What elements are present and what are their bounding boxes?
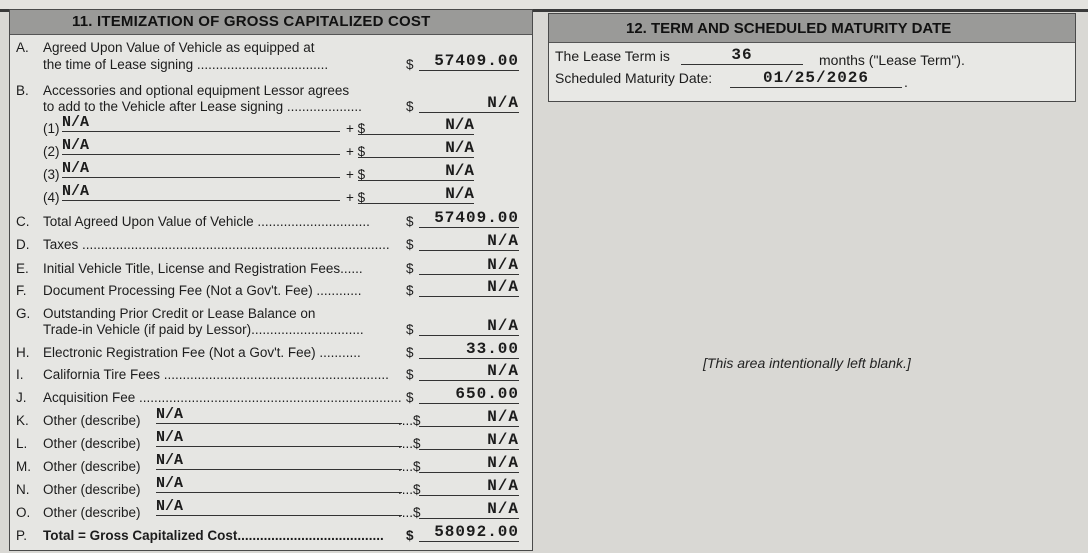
row-d-label: Taxes ..................................................................................: [43, 237, 390, 252]
row-b-label-2: to add to the Vehicle after Lease signing ....................: [43, 99, 362, 114]
row-i-amount: N/A: [419, 363, 519, 381]
item-description: N/A: [62, 184, 340, 201]
dollar-sign: $: [406, 367, 414, 382]
other-label: Other (describe): [43, 505, 141, 520]
other-amount: N/A: [419, 432, 519, 450]
other-description: N/A: [156, 430, 402, 447]
row-letter: I.: [16, 367, 24, 382]
maturity-label: Scheduled Maturity Date:: [555, 70, 713, 86]
row-c-label: Total Agreed Upon Value of Vehicle ..............................: [43, 214, 370, 229]
row-j-amount: 650.00: [419, 386, 519, 404]
item-number: (1): [43, 121, 60, 136]
dollar-sign: $: [406, 390, 414, 405]
plus-dollar: + $: [346, 121, 366, 136]
row-b-label-1: Accessories and optional equipment Lessor agrees: [43, 83, 350, 98]
section-11-title: 11. ITEMIZATION OF GROSS CAPITALIZED COST: [10, 10, 532, 35]
row-letter: F.: [16, 283, 27, 298]
row-letter: P.: [16, 528, 28, 543]
row-letter: M.: [16, 459, 31, 474]
dollar-sign: $: [406, 57, 414, 72]
row-p-amount: 58092.00: [419, 524, 519, 542]
row-letter: G.: [16, 306, 31, 321]
dollar-sign: ....$: [398, 459, 421, 474]
dollar-sign: $: [406, 283, 414, 298]
row-letter: J.: [16, 390, 27, 405]
item-description: N/A: [62, 115, 340, 132]
item-number: (4): [43, 190, 60, 205]
item-amount: N/A: [358, 163, 474, 181]
section-12-term: [548, 13, 1076, 102]
row-g-label-2: Trade-in Vehicle (if paid by Lessor)..............................: [43, 322, 364, 337]
plus-dollar: + $: [346, 190, 366, 205]
dollar-sign: $: [406, 99, 414, 114]
row-letter: B.: [16, 83, 29, 98]
row-a-amount: 57409.00: [419, 53, 519, 71]
other-amount: N/A: [419, 409, 519, 427]
maturity-date-value: 01/25/2026: [730, 70, 902, 88]
dollar-sign: ....$: [398, 505, 421, 520]
dollar-sign: ....$: [398, 413, 421, 428]
dollar-sign: $: [406, 345, 414, 360]
plus-dollar: + $: [346, 144, 366, 159]
item-amount: N/A: [358, 117, 474, 135]
dollar-sign: $: [406, 237, 414, 252]
row-a-label-1: Agreed Upon Value of Vehicle as equipped at: [43, 40, 315, 55]
other-description: N/A: [156, 499, 402, 516]
other-label: Other (describe): [43, 413, 141, 428]
item-number: (2): [43, 144, 60, 159]
row-h-label: Electronic Registration Fee (Not a Gov't. Fee) ...........: [43, 345, 361, 360]
row-letter: H.: [16, 345, 30, 360]
row-g-label-1: Outstanding Prior Credit or Lease Balance on: [43, 306, 316, 321]
other-description: N/A: [156, 407, 402, 424]
other-amount: N/A: [419, 478, 519, 496]
section-12-title: 12. TERM AND SCHEDULED MATURITY DATE: [549, 14, 1075, 43]
row-letter: D.: [16, 237, 30, 252]
row-e-amount: N/A: [419, 257, 519, 275]
term-suffix: months ("Lease Term").: [819, 52, 965, 68]
dollar-sign: ....$: [398, 482, 421, 497]
dollar-sign: $: [406, 214, 414, 229]
row-e-label: Initial Vehicle Title, License and Registration Fees......: [43, 261, 363, 276]
item-number: (3): [43, 167, 60, 182]
row-g-amount: N/A: [419, 318, 519, 336]
row-f-amount: N/A: [419, 279, 519, 297]
other-amount: N/A: [419, 455, 519, 473]
maturity-period: .: [904, 74, 908, 90]
row-letter: O.: [16, 505, 31, 520]
other-label: Other (describe): [43, 459, 141, 474]
dollar-sign: $: [406, 322, 414, 337]
row-j-label: Acquisition Fee ......................................................................: [43, 390, 402, 405]
dollar-sign: ....$: [398, 436, 421, 451]
row-letter: N.: [16, 482, 30, 497]
item-description: N/A: [62, 138, 340, 155]
row-f-label: Document Processing Fee (Not a Gov't. Fee) ............: [43, 283, 362, 298]
lease-term-value: 36: [681, 47, 803, 65]
row-letter: A.: [16, 40, 29, 55]
dollar-sign: $: [406, 528, 414, 543]
row-h-amount: 33.00: [419, 341, 519, 359]
item-amount: N/A: [358, 140, 474, 158]
term-prefix: The Lease Term is: [555, 48, 670, 64]
row-p-label: Total = Gross Capitalized Cost.......................................: [43, 528, 384, 543]
other-label: Other (describe): [43, 436, 141, 451]
row-d-amount: N/A: [419, 233, 519, 251]
row-c-amount: 57409.00: [419, 210, 519, 228]
other-description: N/A: [156, 453, 402, 470]
row-a-label-2: the time of Lease signing ...................................: [43, 57, 329, 72]
other-label: Other (describe): [43, 482, 141, 497]
row-i-label: California Tire Fees ............................................................: [43, 367, 389, 382]
dollar-sign: $: [406, 261, 414, 276]
row-letter: C.: [16, 214, 30, 229]
other-description: N/A: [156, 476, 402, 493]
item-amount: N/A: [358, 186, 474, 204]
row-b-amount: N/A: [419, 95, 519, 113]
row-letter: K.: [16, 413, 29, 428]
row-letter: E.: [16, 261, 29, 276]
item-description: N/A: [62, 161, 340, 178]
other-amount: N/A: [419, 501, 519, 519]
section-11-itemization: [9, 9, 533, 551]
plus-dollar: + $: [346, 167, 366, 182]
blank-area-note: [This area intentionally left blank.]: [703, 355, 911, 371]
row-letter: L.: [16, 436, 28, 451]
